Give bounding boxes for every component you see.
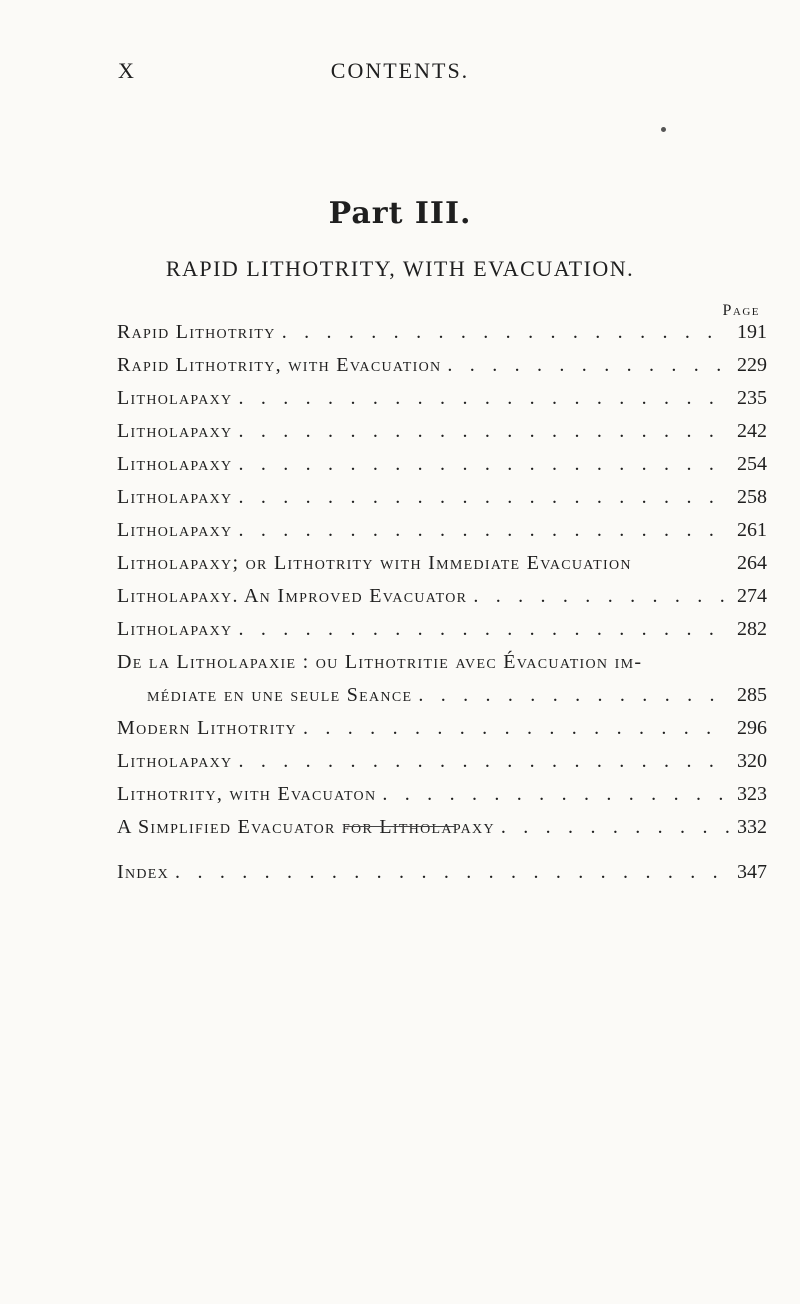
dot-leader	[169, 856, 729, 889]
index-entry-page: 347	[737, 861, 767, 883]
running-head: CONTENTS.	[330, 58, 470, 83]
page-column-label: Page	[722, 302, 760, 319]
part-title: Part III.	[328, 196, 472, 231]
toc-entry-title: De la Litholapaxie : ou Lithotritie avec Évacuation im-	[117, 651, 643, 673]
toc-entry-title: Litholapaxy	[117, 387, 233, 409]
toc-entry	[117, 580, 767, 613]
dot-leader	[232, 613, 729, 646]
toc-entry	[117, 547, 767, 580]
dot-leader	[232, 481, 729, 514]
toc-entry-title-continued: médiate en une seule Seance	[147, 684, 413, 706]
dot-leader	[441, 349, 729, 382]
toc-entry	[117, 316, 767, 349]
ink-speck	[661, 127, 666, 132]
toc-entry-title: Litholapaxy	[117, 486, 233, 508]
toc-entry-page: 242	[737, 420, 767, 442]
dot-leader	[232, 448, 729, 481]
dot-leader	[412, 679, 729, 712]
toc-entry	[117, 712, 767, 745]
dot-leader	[467, 580, 729, 613]
toc-entry-title: Litholapaxy	[117, 453, 233, 475]
dot-leader	[495, 811, 729, 844]
toc-entry	[117, 613, 767, 646]
toc-entry-title: Lithotrity, with Evacuaton	[117, 783, 377, 805]
toc-entry	[117, 481, 767, 514]
dot-leader	[232, 745, 729, 778]
toc-entry	[117, 745, 767, 778]
toc-entry-title: Litholapaxy. An Improved Evacuator	[117, 585, 468, 607]
dot-leader	[376, 778, 729, 811]
toc-entry-title: Rapid Lithotrity	[117, 321, 276, 343]
toc-entry-title: Rapid Lithotrity, with Evacuation	[117, 354, 442, 376]
toc-entry-page: 258	[737, 486, 767, 508]
section-divider	[344, 826, 456, 827]
dot-leader	[276, 316, 729, 349]
toc-entry-page: 320	[737, 750, 767, 772]
toc-entry-title: Litholapaxy	[117, 618, 233, 640]
section-title: RAPID LITHOTRITY, WITH EVACUATION.	[165, 256, 635, 281]
dot-leader	[232, 514, 729, 547]
contents-list	[117, 316, 767, 844]
toc-entry-page: 274	[737, 585, 767, 607]
toc-entry-title: A Simplified Evacuator for Litholapaxy	[117, 816, 495, 838]
toc-entry-page: 264	[737, 552, 767, 574]
index-entry-title: Index	[117, 861, 170, 883]
toc-entry-page: 323	[737, 783, 767, 805]
toc-entry-page: 261	[737, 519, 767, 541]
toc-entry-title: Modern Lithotrity	[117, 717, 297, 739]
index-entry-row	[117, 856, 767, 889]
toc-entry-title: Litholapaxy; or Lithotrity with Immediate Evacuation	[117, 552, 632, 574]
toc-entry-page: 285	[737, 684, 767, 706]
dot-leader	[297, 712, 729, 745]
toc-entry-first-line	[117, 646, 767, 679]
toc-entry-page: 235	[737, 387, 767, 409]
toc-entry	[117, 778, 767, 811]
toc-entry	[117, 415, 767, 448]
dot-leader	[232, 415, 729, 448]
toc-entry-title: Litholapaxy	[117, 420, 233, 442]
toc-entry-continuation	[117, 679, 767, 712]
dot-leader	[232, 382, 729, 415]
toc-entry	[117, 811, 767, 844]
toc-entry-title: Litholapaxy	[117, 519, 233, 541]
toc-entry-page: 191	[737, 321, 767, 343]
index-entry	[117, 856, 767, 889]
toc-entry	[117, 349, 767, 382]
page-folio: X	[118, 58, 135, 83]
toc-entry-page: 332	[737, 816, 767, 838]
toc-entry	[117, 382, 767, 415]
toc-entry-page: 282	[737, 618, 767, 640]
toc-entry	[117, 448, 767, 481]
toc-entry-page: 229	[737, 354, 767, 376]
toc-entry-title: Litholapaxy	[117, 750, 233, 772]
toc-entry	[117, 514, 767, 547]
toc-entry-page: 296	[737, 717, 767, 739]
toc-entry-page: 254	[737, 453, 767, 475]
page-header	[0, 58, 800, 88]
